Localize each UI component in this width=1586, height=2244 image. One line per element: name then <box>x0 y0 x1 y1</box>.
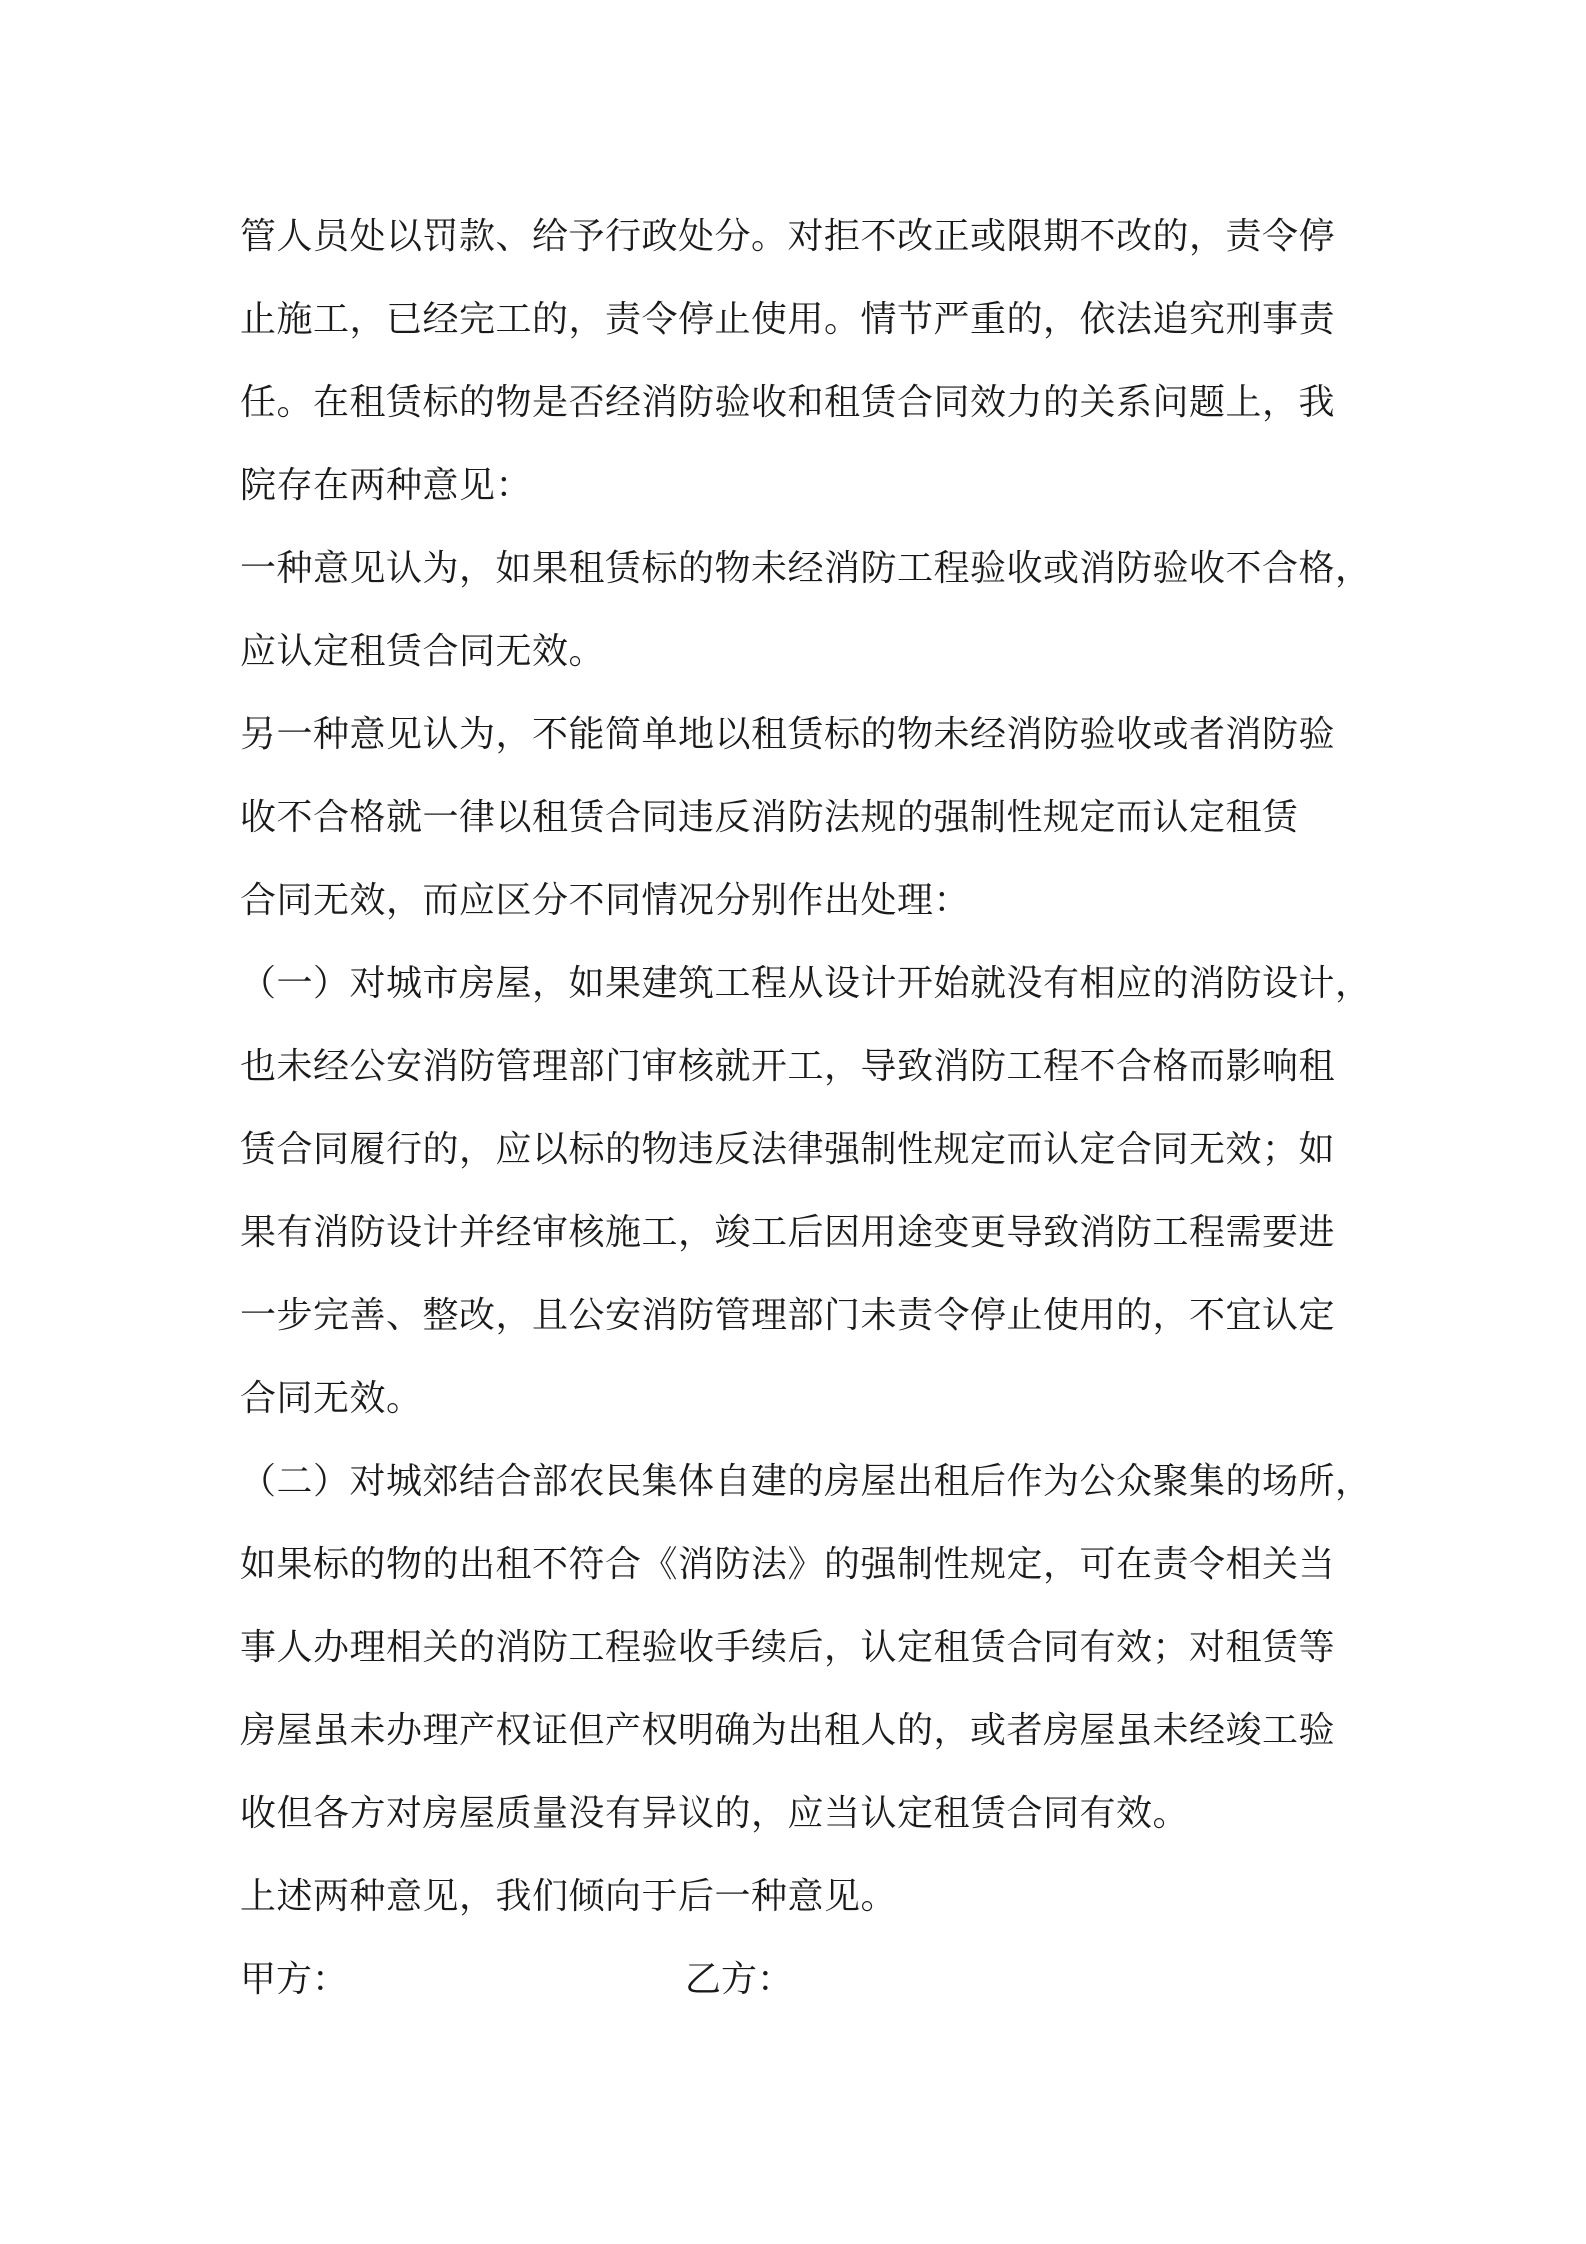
text-line: 任。在租赁标的物是否经消防验收和租赁合同效力的关系问题上，我 <box>240 382 1336 423</box>
text-line: 管人员处以罚款、给予行政处分。对拒不改正或限期不改的，责令停 <box>240 216 1336 257</box>
text-line: 合同无效。 <box>240 1378 423 1419</box>
text-line: （一）对城市房屋，如果建筑工程从设计开始就没有相应的消防设计， <box>240 963 1372 1004</box>
party-a-label: 甲方： <box>240 1959 349 2000</box>
text-line: 收不合格就一律以租赁合同违反消防法规的强制性规定而认定租赁 <box>240 797 1299 838</box>
text-line: 合同无效，而应区分不同情况分别作出处理： <box>240 880 971 921</box>
text-line: 另一种意见认为，不能简单地以租赁标的物未经消防验收或者消防验 <box>240 714 1336 755</box>
document-body <box>240 195 1370 2021</box>
text-line: 事人办理相关的消防工程验收手续后，认定租赁合同有效；对租赁等 <box>240 1627 1336 1668</box>
text-line: 一步完善、整改，且公安消防管理部门未责令停止使用的，不宜认定 <box>240 1295 1336 1336</box>
text-line: 止施工，已经完工的，责令停止使用。情节严重的，依法追究刑事责 <box>240 299 1336 340</box>
text-line: 一种意见认为，如果租赁标的物未经消防工程验收或消防验收不合格， <box>240 548 1372 589</box>
text-line: 果有消防设计并经审核施工，竣工后因用途变更导致消防工程需要进 <box>240 1212 1336 1253</box>
text-line: 收但各方对房屋质量没有异议的，应当认定租赁合同有效。 <box>240 1793 1190 1834</box>
text-line: （二）对城郊结合部农民集体自建的房屋出租后作为公众聚集的场所， <box>240 1461 1372 1502</box>
text-line: 赁合同履行的，应以标的物违反法律强制性规定而认定合同无效；如 <box>240 1129 1336 1170</box>
text-line: 应认定租赁合同无效。 <box>240 631 606 672</box>
party-b-label: 乙方： <box>685 1959 794 2000</box>
text-line: 院存在两种意见： <box>240 465 533 506</box>
text-line: 如果标的物的出租不符合《消防法》的强制性规定，可在责令相关当 <box>240 1544 1336 1585</box>
text-line: 上述两种意见，我们倾向于后一种意见。 <box>240 1876 898 1917</box>
text-line: 房屋虽未办理产权证但产权明确为出租人的，或者房屋虽未经竣工验 <box>240 1710 1336 1751</box>
signature-row <box>240 1938 1370 2021</box>
text-line: 也未经公安消防管理部门审核就开工，导致消防工程不合格而影响租 <box>240 1046 1336 1087</box>
